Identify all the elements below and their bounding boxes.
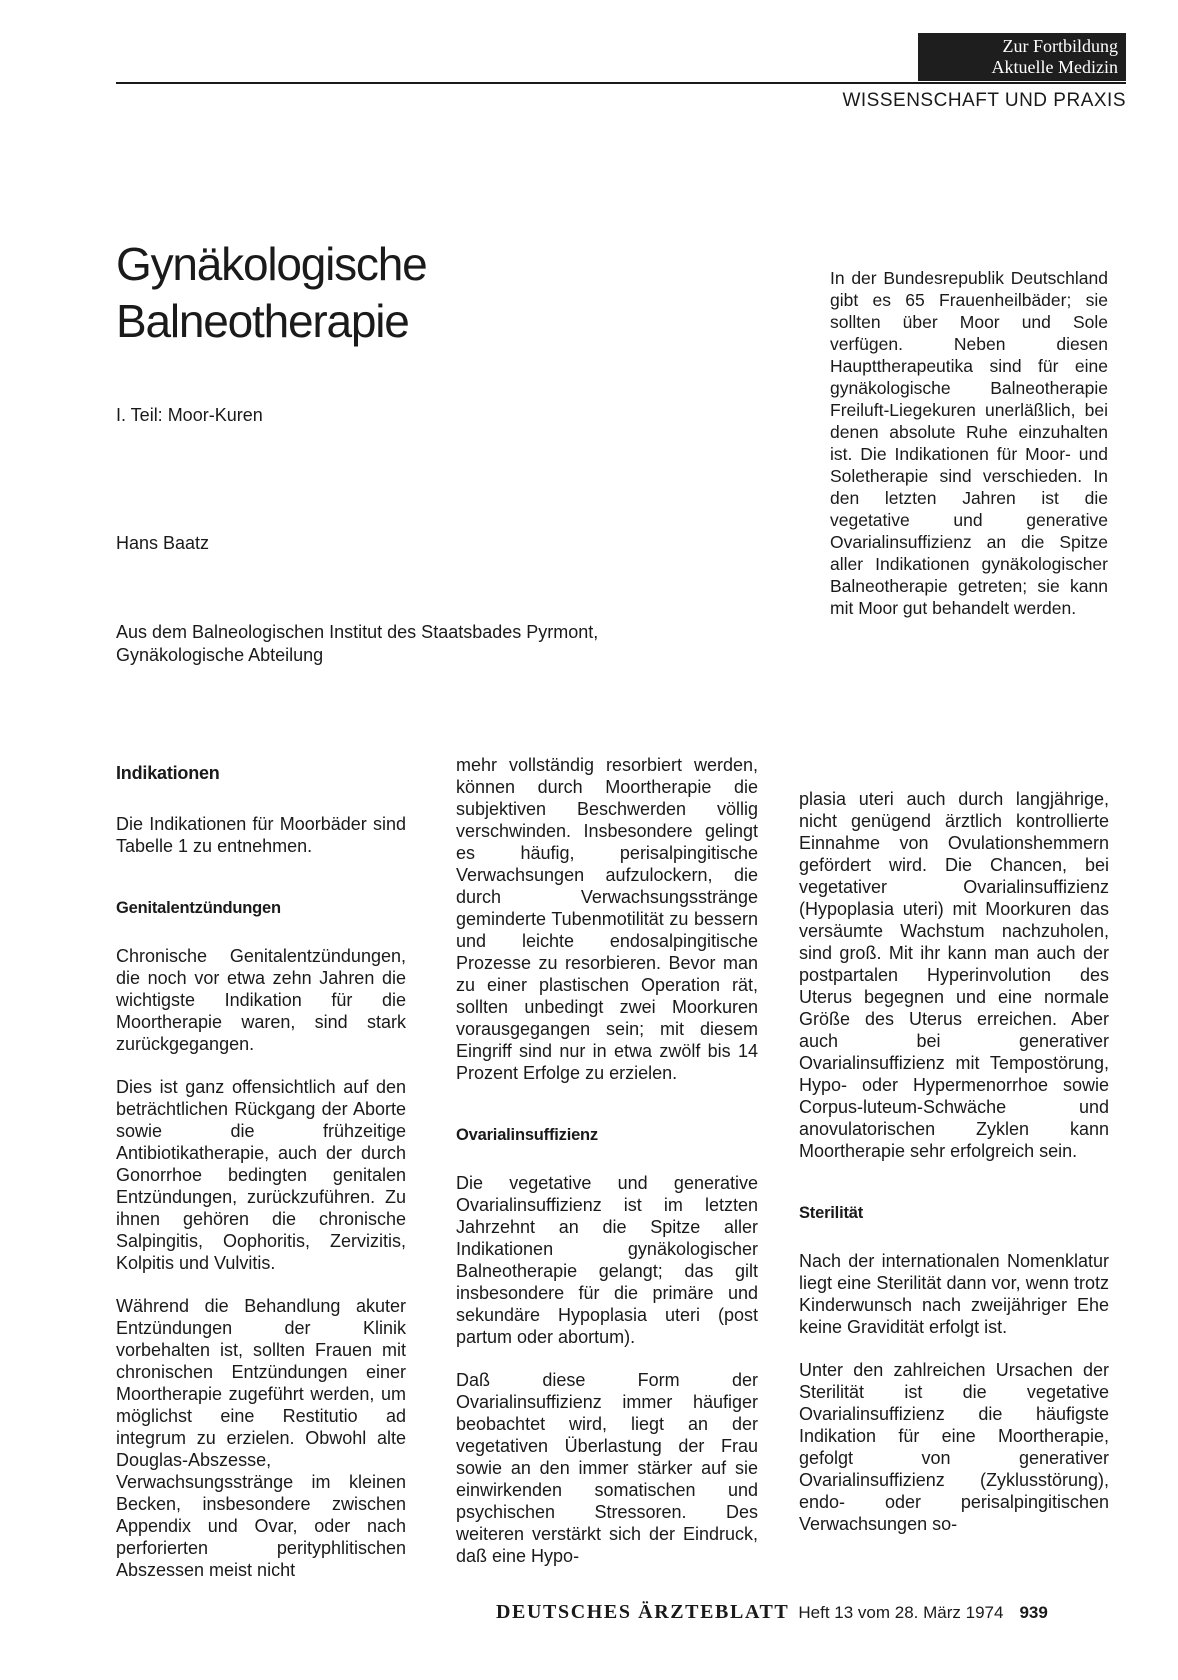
affiliation-line-2: Gynäkologische Abteilung <box>116 645 324 665</box>
paragraph: Die vegetative und generative Ovarialinsuffizienz ist im letzten Jahrzehnt an die Spitze aller Indikationen gynäkologischer Balneotherapie gelangt; das gilt insbesondere für die primäre und sekundäre Hypoplasia uteri (post partum oder abortum). <box>456 1173 758 1347</box>
article-abstract: In der Bundesrepublik Deutschland gibt es 65 Frauenheilbäder; sie sollten über Moor und Sole verfügen. Neben diesen Haupttherapeutika sind für eine gynäkologische Balneotherapie Freiluft-Liegekuren unerläßlich, bei denen absolute Ruhe einzuhalten ist. Die Indikationen für Moor- und Soletherapie sind verschieden. In den letzten Jahren ist die vegetative und generative Ovarialinsuffizienz an die Spitze aller Indikationen gynäkologischer Balneotherapie getreten; sie kann mit Moor gut behandelt werden. <box>830 268 1108 618</box>
paragraph: Dies ist ganz offensichtlich auf den beträchtlichen Rückgang der Aborte sowie die frühzeitige Antibiotikatherapie, auch der durch Gonorrhoe bedingten genitalen Entzündungen, zurückzuführen. Zu ihnen gehören die chronische Salpingitis, Oophoritis, Zervizitis, Kolpitis und Vulvitis. <box>116 1077 406 1273</box>
section-label: WISSENSCHAFT UND PRAXIS <box>842 90 1126 111</box>
article-title <box>116 236 427 350</box>
paragraph: Nach der internationalen Nomenklatur liegt eine Sterilität dann vor, wenn trotz Kinderwunsch nach zweijähriger Ehe keine Gravidität erfolgt ist. <box>799 1251 1109 1337</box>
column-tag-line-1: Zur Fortbildung <box>1002 36 1118 56</box>
affiliation-line-1: Aus dem Balneologischen Institut des Staatsbades Pyrmont, <box>116 622 599 642</box>
article-title-line-2: Balneotherapie <box>116 295 409 347</box>
paragraph: plasia uteri auch durch langjährige, nicht genügend ärztlich kontrollierte Einnahme von Ovulationshemmern gefördert wird. Die Chancen, bei vegetativer Ovarialinsuffizienz (Hypoplasia uteri) mit Moorkuren das versäumte Wachstum nachzuholen, sind groß. Mit ihr kann man auch der postpartalen Hyperinvolution des Uterus begegnen und eine normale Größe des Uterus erreichen. Aber auch bei generativer Ovarialinsuffizienz mit Tempostörung, Hypo- oder Hypermenorrhoe sowie Corpus-luteum-Schwäche und anovulatorischen Zyklen kann Moortherapie sehr erfolgreich sein. <box>799 789 1109 1161</box>
article-author: Hans Baatz <box>116 533 210 553</box>
article-subtitle: I. Teil: Moor-Kuren <box>116 405 263 425</box>
journal-name: DEUTSCHES ÄRZTEBLATT <box>496 1601 790 1623</box>
author-affiliation <box>116 621 598 667</box>
paragraph: Chronische Genitalentzündungen, die noch vor etwa zehn Jahren die wichtigste Indikation für die Moortherapie waren, sind stark zurückgegangen. <box>116 946 406 1054</box>
issue-info: Heft 13 vom 28. März 1974 <box>798 1603 1004 1622</box>
paragraph: Die Indikationen für Moorbäder sind Tabelle 1 zu entnehmen. <box>116 814 406 856</box>
paragraph: Während die Behandlung akuter Entzündungen der Klinik vorbehalten ist, sollten Frauen mit chronischen Entzündungen einer Moortherapie zugeführt werden, um möglichst eine Restitutio ad integrum zu erzielen. Obwohl alte Douglas-Abszesse, Verwachsungsstränge im kleinen Becken, insbesondere zwischen Appendix und Ovar, oder nach perforierten perityphlitischen Abszessen meist nicht <box>116 1296 406 1580</box>
page-footer <box>496 1601 1048 1624</box>
heading-genitalentzuendungen: Genitalentzündungen <box>116 899 281 917</box>
paragraph: mehr vollständig resorbiert werden, können durch Moortherapie die subjektiven Beschwerden völlig verschwinden. Insbesondere gelingt es häufig, perisalpingitische Verwachsungen aufzulockern, die durch Verwachsungsstränge geminderte Tubenmotilität zu bessern und leichte endosalpingitische Prozesse zu resorbieren. Bevor man zu einer plastischen Operation rät, sollten unbedingt zwei Moorkuren vorausgegangen sein; mit diesem Eingriff sind nur in etwa zwölf bis 14 Prozent Erfolge zu erzielen. <box>456 755 758 1083</box>
paragraph: Daß diese Form der Ovarialinsuffizienz immer häufiger beobachtet wird, liegt an der vegetativen Überlastung der Frau sowie an den immer stärker auf sie einwirkenden somatischen und psychischen Stressoren. Des weiteren verstärkt sich der Eindruck, daß eine Hypo- <box>456 1370 758 1566</box>
heading-sterilitaet: Sterilität <box>799 1204 864 1222</box>
page-number: 939 <box>1019 1603 1048 1622</box>
text-column-2 <box>456 754 758 1567</box>
heading-indikationen: Indikationen <box>116 763 220 783</box>
text-column-3 <box>799 788 1109 1535</box>
column-tag-line-2: Aktuelle Medizin <box>991 57 1118 77</box>
heading-ovarialinsuffizienz: Ovarialinsuffizienz <box>456 1126 598 1144</box>
column-tag <box>918 33 1126 81</box>
text-column-1 <box>116 762 406 1581</box>
article-title-line-1: Gynäkologische <box>116 238 427 290</box>
paragraph: Unter den zahlreichen Ursachen der Sterilität ist die vegetative Ovarialinsuffizienz die häufigste Indikation für eine Moortherapie, gefolgt von generativer Ovarialinsuffizienz (Zyklusstörung), endo- oder perisalpingitischen Verwachsungen so- <box>799 1360 1109 1534</box>
header-rule <box>116 82 1126 84</box>
